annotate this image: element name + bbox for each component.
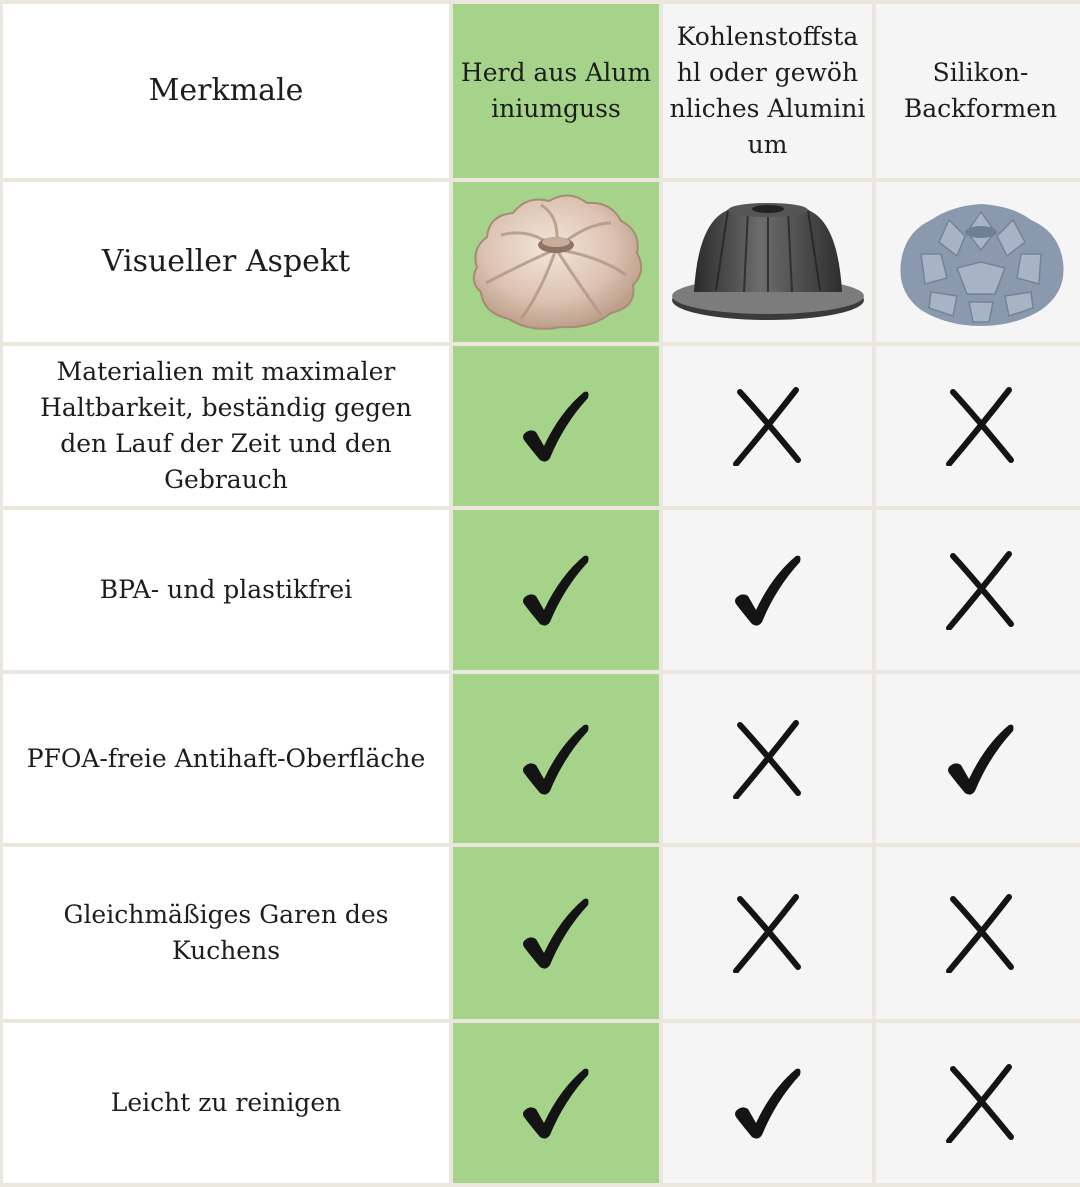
row-label-cell bbox=[3, 510, 449, 670]
cross-icon bbox=[945, 550, 1017, 630]
checkmark-cell bbox=[453, 346, 659, 506]
checkmark-cell bbox=[453, 510, 659, 670]
checkmark-icon bbox=[520, 721, 592, 797]
checkmark-icon bbox=[945, 721, 1017, 797]
dark-steel-bundt-pan-icon bbox=[668, 192, 868, 332]
checkmark-icon bbox=[520, 388, 592, 464]
header-features bbox=[3, 4, 449, 178]
cross-cell bbox=[663, 346, 872, 506]
cast-aluminum-pan-image bbox=[453, 182, 659, 342]
cross-icon bbox=[732, 893, 804, 973]
row-label: Gleichmäßiges Garen des Kuchens bbox=[63, 900, 389, 965]
header-col-carbon-steel bbox=[663, 4, 872, 178]
cross-cell bbox=[663, 674, 872, 843]
checkmark-icon bbox=[520, 1065, 592, 1141]
silicone-pan-image bbox=[876, 182, 1080, 342]
header-col-cast-aluminum bbox=[453, 4, 659, 178]
cross-icon bbox=[732, 386, 804, 466]
row-label: Materialien mit maximaler Haltbarkeit, beständig gegen den Lauf der Zeit und den Gebrauch bbox=[40, 357, 412, 494]
row-label: Leicht zu reinigen bbox=[110, 1088, 342, 1117]
checkmark-icon bbox=[520, 552, 592, 628]
cross-icon bbox=[945, 386, 1017, 466]
row-label-cell bbox=[3, 847, 449, 1019]
checkmark-cell bbox=[663, 510, 872, 670]
checkmark-cell bbox=[663, 1023, 872, 1183]
cross-icon bbox=[945, 1063, 1017, 1143]
row-label: BPA- und plastikfrei bbox=[99, 575, 353, 604]
checkmark-cell bbox=[453, 674, 659, 843]
row-label-cell bbox=[3, 1023, 449, 1183]
checkmark-cell bbox=[876, 674, 1080, 843]
checkmark-icon bbox=[520, 895, 592, 971]
header-col-silicone bbox=[876, 4, 1080, 178]
row-label-cell bbox=[3, 346, 449, 506]
carbon-steel-pan-image bbox=[663, 182, 872, 342]
column-heading: Kohlenstoffstahl oder gewöhnliches Aluminium bbox=[669, 22, 866, 159]
column-heading: Silikon-Backformen bbox=[903, 58, 1058, 123]
row-label: Visueller Aspekt bbox=[101, 244, 351, 279]
cast-aluminum-bundt-pan-icon bbox=[461, 187, 651, 337]
cross-icon bbox=[732, 719, 804, 799]
row-label: PFOA-freie Antihaft-Oberfläche bbox=[26, 743, 426, 773]
cross-cell bbox=[663, 847, 872, 1019]
checkmark-cell bbox=[453, 847, 659, 1019]
cross-cell bbox=[876, 847, 1080, 1019]
features-heading: Merkmale bbox=[148, 73, 304, 108]
checkmark-cell bbox=[453, 1023, 659, 1183]
cross-cell bbox=[876, 510, 1080, 670]
row-label-cell bbox=[3, 674, 449, 843]
column-heading: Herd aus Aluminiumguss bbox=[460, 58, 652, 123]
checkmark-icon bbox=[732, 1065, 804, 1141]
cross-cell bbox=[876, 346, 1080, 506]
cross-cell bbox=[876, 1023, 1080, 1183]
checkmark-icon bbox=[732, 552, 804, 628]
silicone-bundt-mold-icon bbox=[891, 192, 1071, 332]
cross-icon bbox=[945, 893, 1017, 973]
visual-row-label-cell bbox=[3, 182, 449, 342]
